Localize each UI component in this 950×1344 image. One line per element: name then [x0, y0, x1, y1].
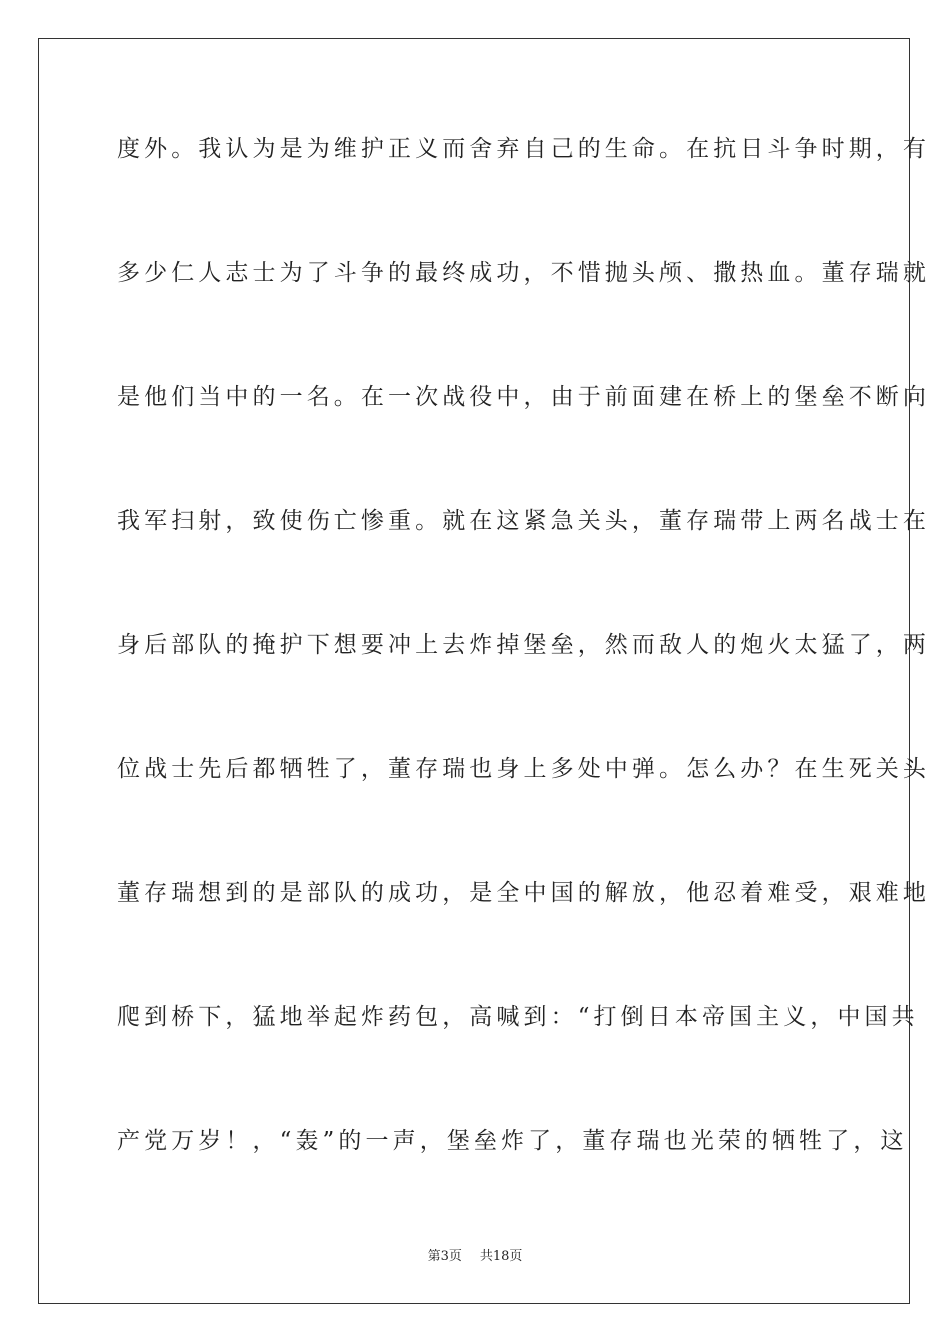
- text-line: 度外。我认为是为维护正义而舍弃自己的生命。在抗日斗争时期，有: [117, 136, 930, 162]
- text-line: 产党万岁！，“轰”的一声，堡垒炸了，董存瑞也光荣的牺牲了，这: [117, 1128, 908, 1154]
- text-line: 是他们当中的一名。在一次战役中，由于前面建在桥上的堡垒不断向: [117, 384, 930, 410]
- page-footer: [0, 1245, 950, 1264]
- text-line: 我军扫射，致使伤亡惨重。就在这紧急关头，董存瑞带上两名战士在: [117, 508, 930, 534]
- text-line: 身后部队的掩护下想要冲上去炸掉堡垒，然而敌人的炮火太猛了，两: [117, 632, 930, 658]
- text-line: 董存瑞想到的是部队的成功，是全中国的解放，他忍着难受，艰难地: [117, 880, 930, 906]
- text-line: 位战士先后都牺牲了，董存瑞也身上多处中弹。怎么办？在生死关头: [117, 756, 930, 782]
- text-line: 多少仁人志士为了斗争的最终成功，不惜抛头颅、撒热血。董存瑞就: [117, 260, 930, 286]
- text-line: 爬到桥下，猛地举起炸药包，高喊到：“打倒日本帝国主义，中国共: [117, 1004, 919, 1030]
- document-body: [117, 118, 930, 1234]
- page-number: 第3页: [427, 1249, 462, 1264]
- total-pages: 共18页: [479, 1249, 523, 1264]
